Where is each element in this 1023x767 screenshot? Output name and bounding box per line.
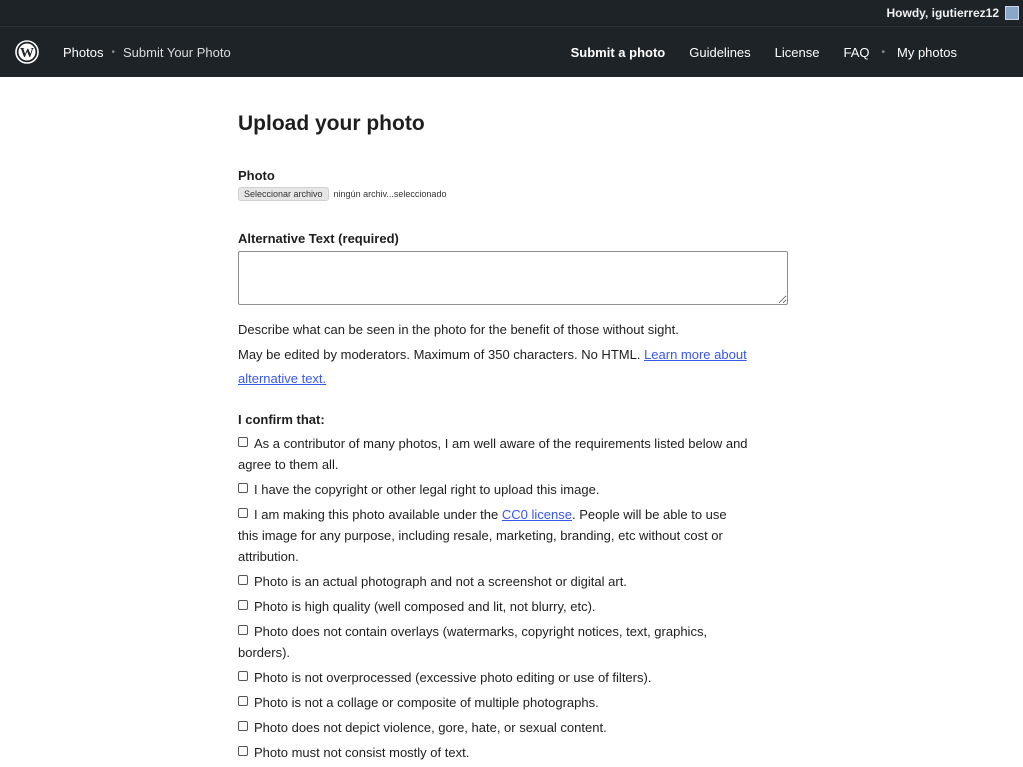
- admin-bar: [0, 0, 1023, 26]
- breadcrumb-photos-link[interactable]: Photos: [63, 44, 104, 60]
- checkbox[interactable]: [238, 437, 248, 447]
- page-title: Upload your photo: [238, 112, 425, 135]
- check-text: Photo must not consist mostly of text.: [254, 744, 470, 760]
- alt-help-line-2: May be edited by moderators. Maximum of 350 characters. No HTML.: [238, 346, 641, 362]
- breadcrumb-separator: •: [111, 46, 115, 58]
- checkbox[interactable]: [238, 721, 248, 731]
- breadcrumb: [63, 45, 231, 60]
- breadcrumb-current: Submit Your Photo: [123, 44, 231, 60]
- check-item: [238, 596, 748, 617]
- check-text: As a contributor of many photos, I am well aware of the requirements listed below and agree to them all.: [238, 435, 748, 472]
- alt-text-help: [238, 318, 758, 392]
- check-text: Photo is not a collage or composite of multiple photographs.: [254, 694, 599, 710]
- howdy-user-link[interactable]: Howdy, igutierrez12: [886, 6, 999, 20]
- checkbox[interactable]: [238, 696, 248, 706]
- alt-text-label: Alternative Text (required): [238, 231, 399, 246]
- confirm-label: I confirm that:: [238, 411, 325, 427]
- svg-text:W: W: [20, 46, 34, 61]
- photo-label: Photo: [238, 168, 275, 183]
- check-item: [238, 667, 748, 688]
- check-text: Photo does not contain overlays (watermarks, copyright notices, text, graphics, borders).: [238, 623, 708, 660]
- file-input: [238, 187, 798, 201]
- alt-help-line-1: Describe what can be seen in the photo for the benefit of those without sight.: [238, 322, 679, 337]
- wordpress-logo-icon[interactable]: [15, 40, 39, 64]
- check-text: I have the copyright or other legal right to upload this image.: [254, 481, 600, 497]
- check-text: Photo is an actual photograph and not a screenshot or digital art.: [254, 573, 627, 589]
- nav-license[interactable]: License: [774, 44, 820, 60]
- check-text: I am making this photo available under the: [254, 506, 499, 522]
- checkbox[interactable]: [238, 575, 248, 585]
- nav-my-photos[interactable]: My photos: [897, 44, 957, 60]
- cc0-license-link[interactable]: CC0 license: [501, 506, 572, 522]
- check-item: [238, 742, 748, 763]
- check-text: . People will be able to use this image for any purpose, including resale, marketing, branding, etc without cost or attribution.: [238, 506, 727, 564]
- nav-guidelines[interactable]: Guidelines: [689, 44, 751, 60]
- check-text: Photo is not overprocessed (excessive photo editing or use of filters).: [254, 669, 652, 685]
- check-text: Photo does not depict violence, gore, hate, or sexual content.: [254, 719, 607, 735]
- check-item: [238, 692, 748, 713]
- user-avatar[interactable]: [1005, 6, 1019, 20]
- global-header: [0, 26, 1023, 77]
- nav-separator: •: [881, 46, 886, 58]
- main-nav: [547, 45, 957, 60]
- upload-form: [238, 76, 798, 767]
- check-item: [238, 571, 748, 592]
- file-status: ningún archiv...seleccionado: [333, 189, 447, 199]
- alt-text-learn-more-link[interactable]: Learn more about alternative text.: [238, 346, 747, 386]
- checkbox[interactable]: [238, 671, 248, 681]
- checkbox[interactable]: [238, 508, 248, 518]
- check-item: [238, 479, 748, 500]
- checkbox[interactable]: [238, 600, 248, 610]
- checkbox[interactable]: [238, 625, 248, 635]
- check-text: Photo is high quality (well composed and lit, not blurry, etc).: [254, 598, 596, 614]
- check-item: [238, 504, 748, 567]
- confirm-checklist: [238, 433, 748, 763]
- nav-submit-photo[interactable]: Submit a photo: [570, 44, 666, 60]
- checkbox[interactable]: [238, 746, 248, 756]
- nav-faq[interactable]: FAQ: [843, 44, 870, 60]
- checkbox[interactable]: [238, 483, 248, 493]
- choose-file-button[interactable]: Seleccionar archivo: [238, 187, 329, 201]
- check-item: [238, 717, 748, 738]
- check-item: [238, 433, 748, 475]
- check-item: [238, 621, 748, 663]
- alt-text-input[interactable]: [238, 251, 788, 305]
